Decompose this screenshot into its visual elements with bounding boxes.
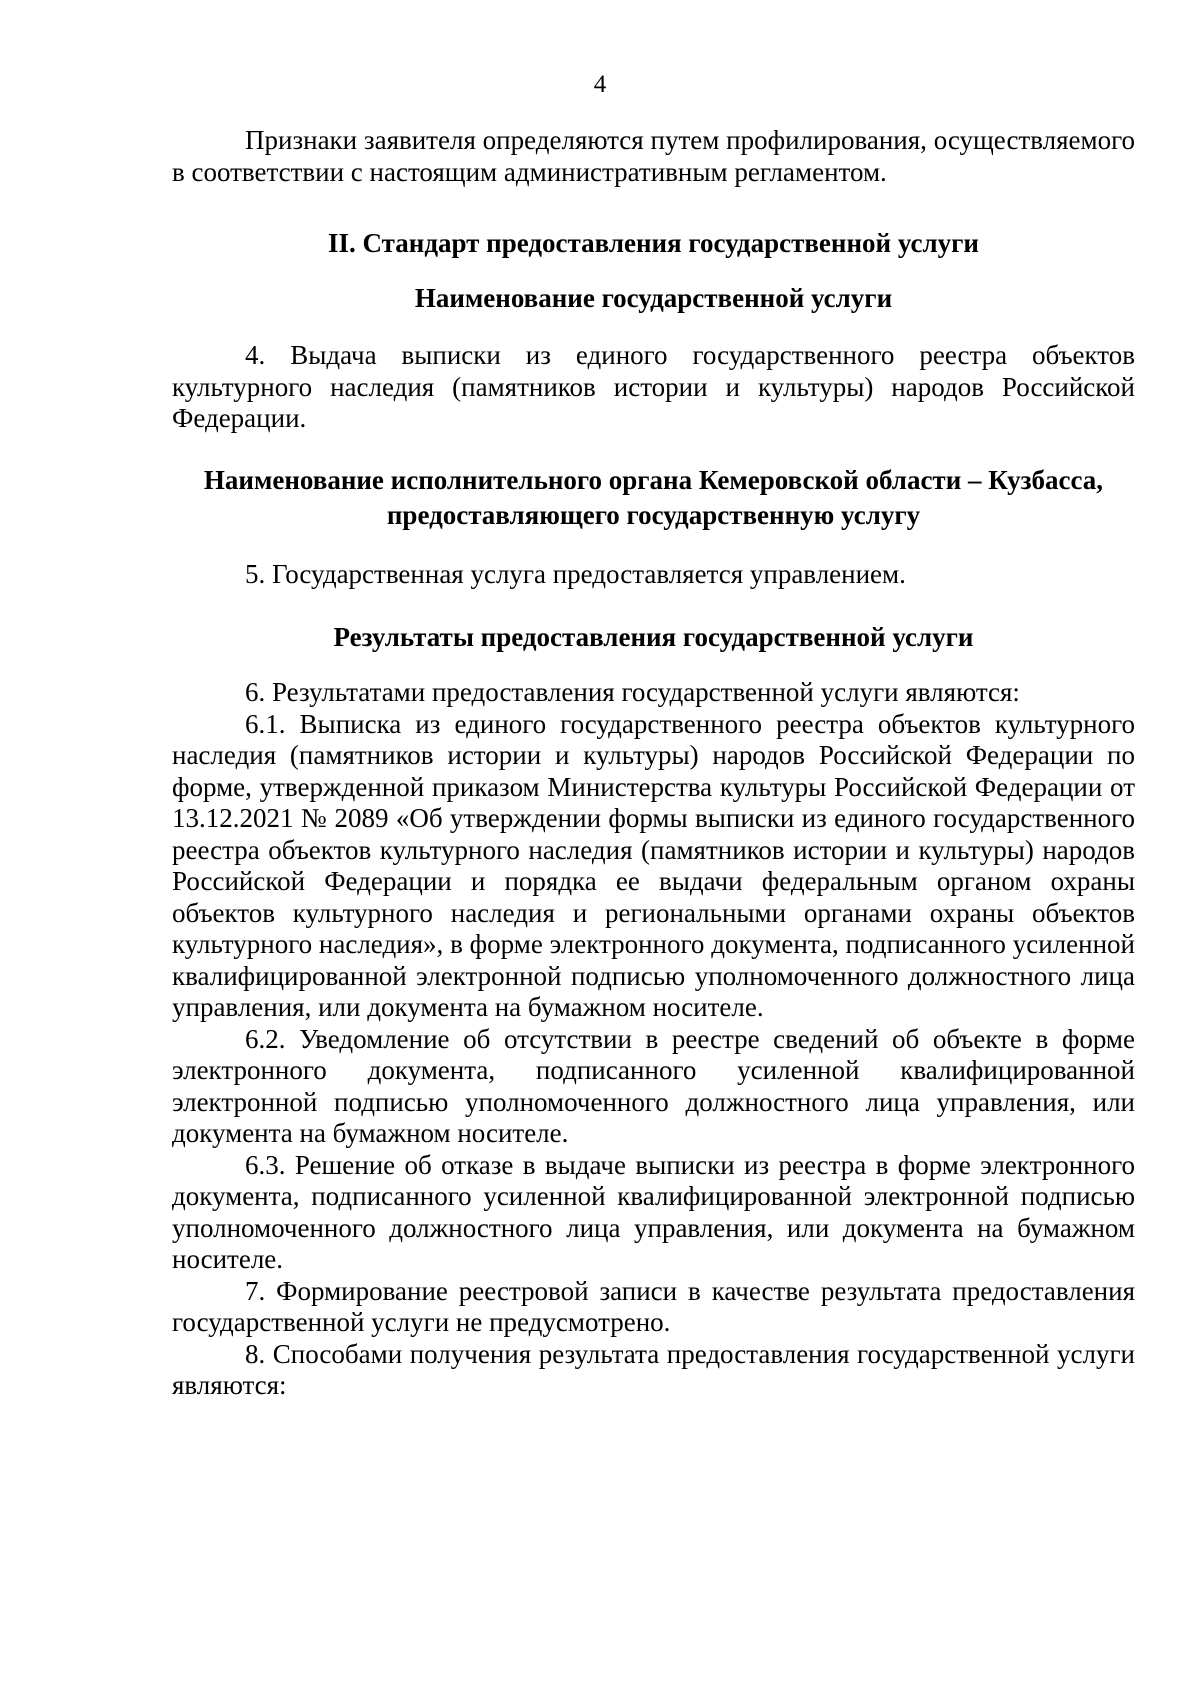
- paragraph-applicant-signs: Признаки заявителя определяются путем профилирования, осуществляемого в соответствии с настоящим административным регламентом.: [172, 125, 1135, 187]
- paragraph-7: 7. Формирование реестровой записи в качестве результата предоставления государственной услуги не предусмотрено.: [172, 1275, 1135, 1337]
- paragraph-6-2: 6.2. Уведомление об отсутствии в реестре сведений об объекте в форме электронного документа, подписанного усиленной квалифицированной электронной подписью уполномоченного должностного лица управления, или документа на бумажном носителе.: [172, 1023, 1135, 1148]
- section-title: II. Стандарт предоставления государственной услуги: [328, 228, 979, 258]
- paragraph-6: 6. Результатами предоставления государственной услуги являются:: [245, 677, 1020, 707]
- paragraph-4: 4. Выдача выписки из единого государственного реестра объектов культурного наследия (памятников истории и культуры) народов Российской Федерации.: [172, 340, 1135, 433]
- paragraph-6-3: 6.3. Решение об отказе в выдаче выписки из реестра в форме электронного документа, подписанного усиленной квалифицированной электронной подписью уполномоченного должностного лица управления, или документа на бумажном носителе.: [172, 1149, 1135, 1274]
- paragraph-5: 5. Государственная услуга предоставляется управлением.: [245, 558, 906, 589]
- paragraph-8: 8. Способами получения результата предоставления государственной услуги являются:: [172, 1338, 1135, 1400]
- subsection-title-authority: Наименование исполнительного органа Кемеровской области – Кузбасса, предоставляющего государственную услугу: [203, 464, 1104, 530]
- subsection-title-results: Результаты предоставления государственной услуги: [333, 622, 974, 652]
- document-body: [172, 125, 1135, 1402]
- page-number: 4: [593, 71, 607, 98]
- paragraph-6-1: 6.1. Выписка из единого государственного реестра объектов культурного наследия (памятников истории и культуры) народов Российской Федерации по форме, утвержденной приказом Министерства культуры Российской Федерации от 13.12.2021 № 2089 «Об утверждении формы выписки из единого государственного реестра объектов культурного наследия (памятников истории и культуры) народов Российской Федерации и порядка ее выдачи федеральным органом охраны объектов культурного наследия и региональными органами охраны объектов культурного наследия», в форме электронного документа, подписанного усиленной квалифицированной электронной подписью уполномоченного должностного лица управления, или документа на бумажном носителе.: [172, 708, 1135, 1022]
- subsection-title-service-name: Наименование государственной услуги: [414, 283, 893, 313]
